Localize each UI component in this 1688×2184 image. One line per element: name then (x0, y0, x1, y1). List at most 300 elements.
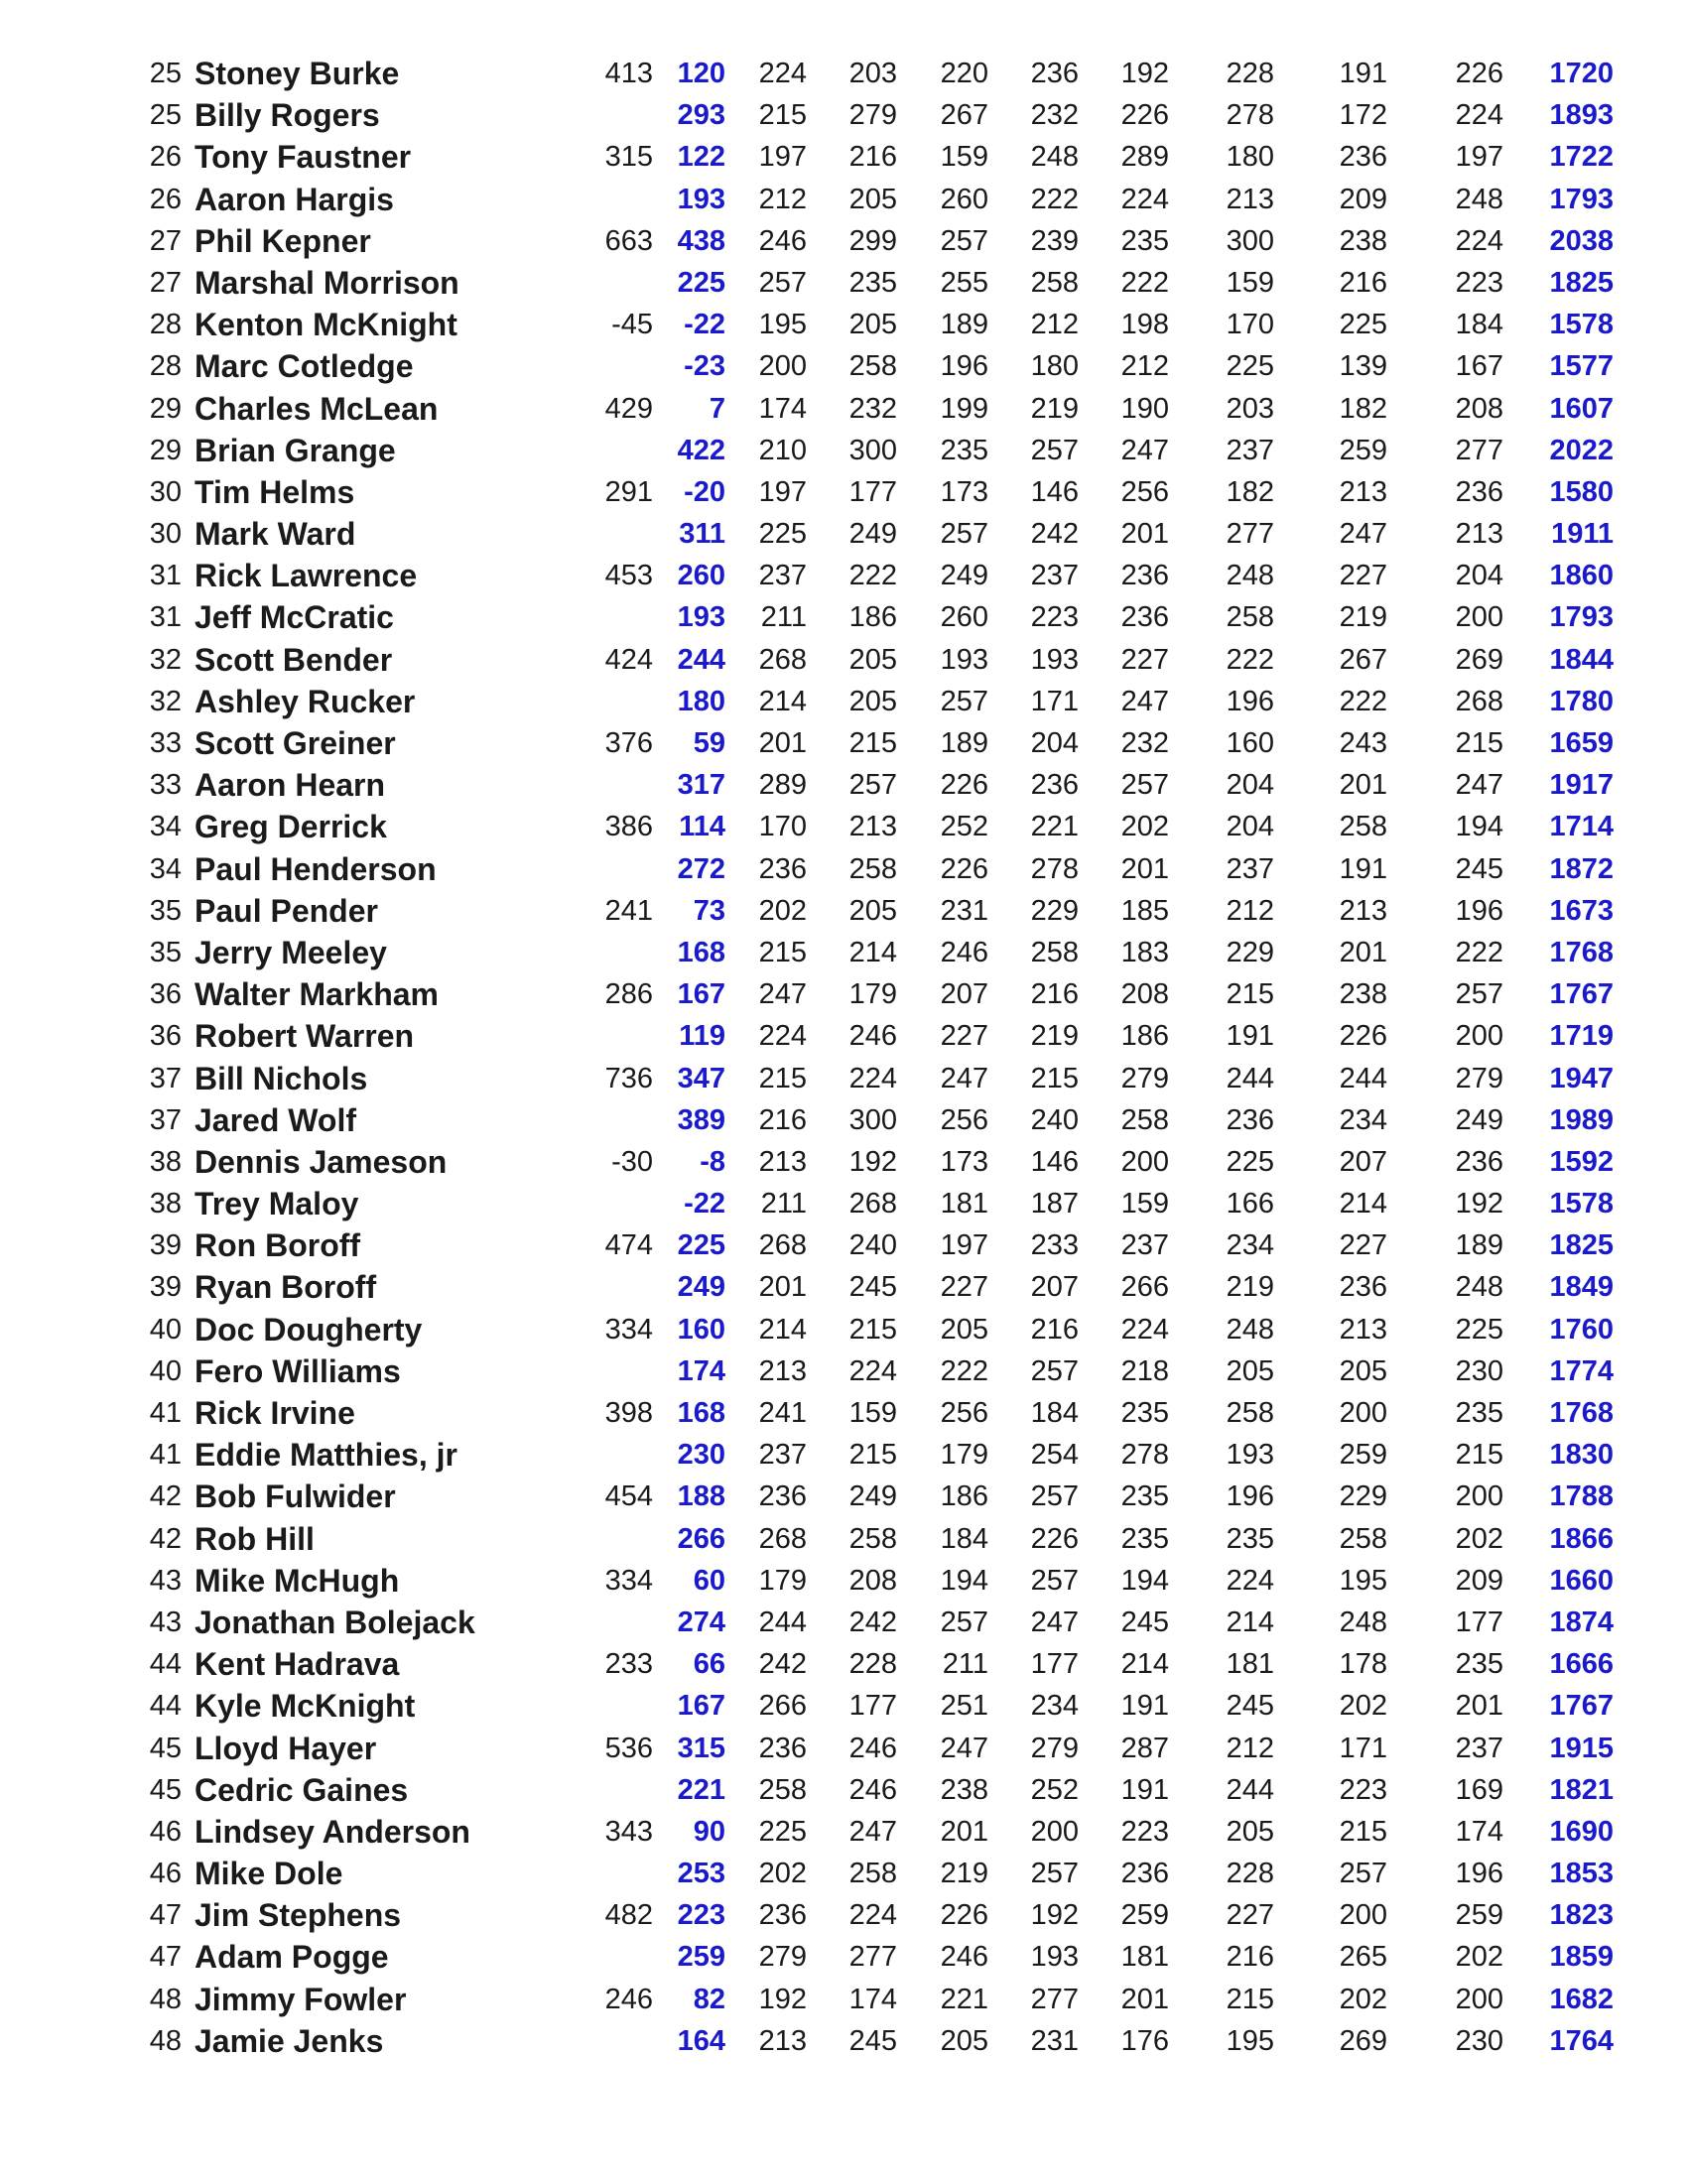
handicap-score: 122 (677, 141, 725, 174)
game-score: 226 (1120, 99, 1169, 132)
previous-score: -30 (611, 1145, 653, 1178)
table-row (0, 220, 1688, 262)
game-score: 215 (1339, 1815, 1387, 1848)
game-score: 257 (1030, 1564, 1079, 1597)
game-score: 267 (1339, 643, 1387, 676)
game-score: 213 (758, 2024, 807, 2057)
game-score: 224 (1120, 1313, 1169, 1346)
game-score: 191 (1339, 852, 1387, 885)
handicap-score: 221 (677, 1773, 725, 1806)
total-score: 1659 (1549, 727, 1614, 759)
game-score: 159 (1226, 266, 1274, 299)
row-number: 39 (149, 1229, 182, 1262)
game-score: 211 (760, 1188, 807, 1220)
total-score: 1780 (1549, 685, 1614, 717)
game-score: 227 (1339, 1229, 1387, 1262)
game-score: 209 (1339, 183, 1387, 215)
player-name: Jared Wolf (195, 1101, 356, 1138)
game-score: 224 (1226, 1564, 1274, 1597)
player-name: Mark Ward (195, 516, 356, 553)
previous-score: 424 (604, 643, 653, 676)
game-score: 257 (1455, 978, 1503, 1011)
game-score: 246 (848, 1773, 897, 1806)
total-score: 1673 (1549, 894, 1614, 927)
game-score: 225 (1226, 350, 1274, 383)
game-score: 205 (940, 2024, 988, 2057)
game-score: 252 (1030, 1773, 1079, 1806)
previous-score: 246 (604, 1983, 653, 2015)
row-number: 27 (149, 224, 182, 257)
game-score: 219 (1226, 1271, 1274, 1304)
total-score: 1774 (1549, 1354, 1614, 1387)
total-score: 1844 (1549, 643, 1614, 676)
total-score: 1911 (1551, 518, 1614, 551)
table-row (0, 1769, 1688, 1811)
game-score: 268 (758, 643, 807, 676)
game-score: 244 (1226, 1773, 1274, 1806)
game-score: 225 (1455, 1313, 1503, 1346)
game-score: 214 (758, 685, 807, 717)
game-score: 212 (1226, 1732, 1274, 1764)
row-number: 30 (149, 475, 182, 508)
handicap-score: 120 (677, 58, 725, 89)
game-score: 277 (1226, 518, 1274, 551)
game-score: 249 (940, 560, 988, 592)
game-score: 216 (1030, 1313, 1079, 1346)
total-score: 1793 (1549, 601, 1614, 634)
game-score: 224 (848, 1354, 897, 1387)
game-score: 259 (1339, 1439, 1387, 1472)
handicap-score: 259 (677, 1941, 725, 1974)
game-score: 174 (848, 1983, 897, 2015)
total-score: 1915 (1549, 1732, 1614, 1764)
total-score: 1866 (1549, 1522, 1614, 1555)
row-number: 48 (149, 1983, 182, 2015)
game-score: 201 (1339, 936, 1387, 968)
previous-score: 454 (604, 1480, 653, 1513)
row-number: 40 (149, 1354, 182, 1387)
game-score: 300 (848, 1103, 897, 1136)
row-number: 40 (149, 1313, 182, 1346)
game-score: 230 (1455, 1354, 1503, 1387)
game-score: 208 (1120, 978, 1169, 1011)
game-score: 193 (1226, 1439, 1274, 1472)
score-table (0, 53, 1688, 2062)
total-score: 1767 (1549, 1690, 1614, 1723)
game-score: 192 (1120, 58, 1169, 89)
table-row (0, 1141, 1688, 1183)
game-score: 279 (1455, 1062, 1503, 1094)
game-score: 201 (758, 727, 807, 759)
game-score: 215 (1455, 1439, 1503, 1472)
row-number: 35 (149, 894, 182, 927)
game-score: 191 (1120, 1690, 1169, 1723)
game-score: 258 (1226, 601, 1274, 634)
game-score: 279 (1030, 1732, 1079, 1764)
player-name: Jerry Meeley (195, 934, 387, 970)
game-score: 212 (1226, 894, 1274, 927)
handicap-score: 438 (677, 224, 725, 257)
player-name: Jeff McCratic (195, 599, 394, 636)
game-score: 195 (1339, 1564, 1387, 1597)
table-row (0, 513, 1688, 555)
game-score: 210 (758, 434, 807, 466)
game-score: 213 (1339, 894, 1387, 927)
game-score: 215 (1030, 1062, 1079, 1094)
game-score: 236 (758, 1899, 807, 1932)
game-score: 289 (1120, 141, 1169, 174)
game-score: 258 (1030, 936, 1079, 968)
game-score: 196 (940, 350, 988, 383)
table-row (0, 681, 1688, 722)
game-score: 245 (1455, 852, 1503, 885)
previous-score: 315 (604, 141, 653, 174)
table-row (0, 1979, 1688, 2020)
player-name: Mike Dole (195, 1856, 343, 1892)
game-score: 190 (1120, 392, 1169, 425)
game-score: 258 (1339, 1522, 1387, 1555)
game-score: 215 (758, 99, 807, 132)
game-score: 248 (1226, 560, 1274, 592)
game-score: 238 (1339, 224, 1387, 257)
game-score: 171 (1030, 685, 1079, 717)
player-name: Adam Pogge (195, 1939, 389, 1976)
game-score: 237 (1226, 852, 1274, 885)
player-name: Kenton McKnight (195, 307, 457, 343)
player-name: Paul Henderson (195, 850, 437, 887)
game-score: 246 (848, 1020, 897, 1053)
total-score: 1768 (1549, 1397, 1614, 1429)
player-name: Walter Markham (195, 976, 439, 1013)
game-score: 224 (758, 58, 807, 89)
game-score: 169 (1455, 1773, 1503, 1806)
game-score: 242 (1030, 518, 1079, 551)
player-name: Kent Hadrava (195, 1646, 400, 1683)
table-row (0, 53, 1688, 94)
row-number: 36 (149, 978, 182, 1011)
game-score: 260 (940, 183, 988, 215)
game-score: 209 (1455, 1564, 1503, 1597)
game-score: 184 (940, 1522, 988, 1555)
handicap-score: 223 (677, 1899, 725, 1932)
player-name: Mike McHugh (195, 1562, 400, 1599)
game-score: 228 (1226, 58, 1274, 89)
total-score: 1849 (1549, 1271, 1614, 1304)
game-score: 196 (1455, 1858, 1503, 1890)
game-score: 236 (1120, 601, 1169, 634)
game-score: 173 (940, 1145, 988, 1178)
table-row (0, 1560, 1688, 1602)
handicap-score: 260 (677, 560, 725, 592)
player-name: Greg Derrick (195, 809, 387, 845)
game-score: 225 (758, 1815, 807, 1848)
handicap-score: 180 (677, 685, 725, 717)
row-number: 25 (149, 58, 182, 89)
player-name: Tony Faustner (195, 139, 412, 176)
total-score: 1767 (1549, 978, 1614, 1011)
previous-score: 736 (604, 1062, 653, 1094)
game-score: 202 (1339, 1983, 1387, 2015)
game-score: 257 (940, 224, 988, 257)
game-score: 201 (1120, 1983, 1169, 2015)
game-score: 228 (1226, 1858, 1274, 1890)
game-score: 247 (940, 1062, 988, 1094)
game-score: 257 (940, 685, 988, 717)
player-name: Marc Cotledge (195, 348, 414, 385)
game-score: 205 (1226, 1815, 1274, 1848)
game-score: 258 (758, 1773, 807, 1806)
table-row (0, 262, 1688, 304)
game-score: 229 (1339, 1480, 1387, 1513)
game-score: 215 (1226, 978, 1274, 1011)
table-row (0, 932, 1688, 973)
game-score: 244 (1339, 1062, 1387, 1094)
game-score: 208 (1455, 392, 1503, 425)
total-score: 1580 (1549, 475, 1614, 508)
game-score: 201 (940, 1815, 988, 1848)
game-score: 207 (1339, 1145, 1387, 1178)
total-score: 1719 (1549, 1020, 1614, 1053)
game-score: 245 (848, 2024, 897, 2057)
total-score: 1989 (1549, 1103, 1614, 1136)
handicap-score: 174 (677, 1354, 725, 1387)
handicap-score: 315 (677, 1732, 725, 1764)
game-score: 225 (1339, 309, 1387, 341)
handicap-score: 274 (677, 1606, 725, 1638)
row-number: 41 (149, 1439, 182, 1472)
game-score: 243 (1339, 727, 1387, 759)
game-score: 146 (1030, 475, 1079, 508)
table-row (0, 304, 1688, 345)
row-number: 30 (149, 518, 182, 551)
game-score: 222 (848, 560, 897, 592)
game-score: 268 (758, 1229, 807, 1262)
game-score: 254 (1030, 1439, 1079, 1472)
game-score: 236 (758, 1480, 807, 1513)
row-number: 28 (149, 309, 182, 341)
game-score: 180 (1030, 350, 1079, 383)
game-score: 205 (848, 309, 897, 341)
row-number: 45 (149, 1732, 182, 1764)
row-number: 36 (149, 1020, 182, 1053)
game-score: 236 (1030, 769, 1079, 802)
table-row (0, 596, 1688, 638)
game-score: 223 (1030, 601, 1079, 634)
game-score: 200 (758, 350, 807, 383)
game-score: 222 (940, 1354, 988, 1387)
game-score: 236 (1120, 560, 1169, 592)
game-score: 177 (848, 475, 897, 508)
game-score: 245 (1226, 1690, 1274, 1723)
game-score: 189 (1455, 1229, 1503, 1262)
game-score: 257 (1030, 434, 1079, 466)
player-name: Eddie Matthies, jr (195, 1437, 457, 1474)
total-score: 1607 (1549, 392, 1614, 425)
game-score: 214 (1120, 1648, 1169, 1681)
total-score: 1893 (1549, 99, 1614, 132)
previous-score: 474 (604, 1229, 653, 1262)
game-score: 191 (1120, 1773, 1169, 1806)
game-score: 242 (758, 1648, 807, 1681)
row-number: 39 (149, 1271, 182, 1304)
game-score: 235 (940, 434, 988, 466)
handicap-score: 225 (677, 1229, 725, 1262)
game-score: 257 (1339, 1858, 1387, 1890)
game-score: 216 (1339, 266, 1387, 299)
table-row (0, 806, 1688, 847)
row-number: 43 (149, 1564, 182, 1597)
row-number: 45 (149, 1773, 182, 1806)
game-score: 205 (1339, 1354, 1387, 1387)
game-score: 195 (758, 309, 807, 341)
handicap-score: 164 (677, 2024, 725, 2057)
game-score: 236 (1226, 1103, 1274, 1136)
game-score: 223 (1120, 1815, 1169, 1848)
game-score: 203 (848, 58, 897, 89)
handicap-score: 90 (693, 1815, 725, 1848)
total-score: 1578 (1549, 309, 1614, 341)
game-score: 267 (940, 99, 988, 132)
game-score: 200 (1455, 1480, 1503, 1513)
row-number: 35 (149, 936, 182, 968)
game-score: 160 (1226, 727, 1274, 759)
row-number: 29 (149, 392, 182, 425)
game-score: 204 (1226, 811, 1274, 843)
game-score: 251 (940, 1690, 988, 1723)
total-score: 1917 (1549, 769, 1614, 802)
table-row (0, 1853, 1688, 1894)
table-row (0, 1728, 1688, 1769)
game-score: 241 (758, 1397, 807, 1429)
game-score: 179 (758, 1564, 807, 1597)
game-score: 236 (1120, 1858, 1169, 1890)
previous-score: 286 (604, 978, 653, 1011)
game-score: 269 (1339, 2024, 1387, 2057)
game-score: 177 (1455, 1606, 1503, 1638)
total-score: 1830 (1549, 1439, 1614, 1472)
game-score: 279 (758, 1941, 807, 1974)
row-number: 34 (149, 811, 182, 843)
game-score: 245 (848, 1271, 897, 1304)
game-score: 247 (848, 1815, 897, 1848)
game-score: 215 (1455, 727, 1503, 759)
game-score: 172 (1339, 99, 1387, 132)
game-score: 200 (1455, 1983, 1503, 2015)
game-score: 213 (758, 1145, 807, 1178)
game-score: 181 (1120, 1941, 1169, 1974)
game-score: 214 (848, 936, 897, 968)
game-score: 237 (758, 560, 807, 592)
game-score: 279 (1120, 1062, 1169, 1094)
player-name: Cedric Gaines (195, 1771, 409, 1808)
previous-score: 291 (604, 475, 653, 508)
total-score: 2022 (1549, 434, 1614, 466)
game-score: 174 (1455, 1815, 1503, 1848)
game-score: 201 (1120, 852, 1169, 885)
game-score: 258 (848, 350, 897, 383)
game-score: 205 (848, 183, 897, 215)
game-score: 246 (940, 936, 988, 968)
table-row (0, 639, 1688, 681)
game-score: 221 (1030, 811, 1079, 843)
game-score: 213 (758, 1354, 807, 1387)
game-score: 219 (1030, 392, 1079, 425)
player-name: Jamie Jenks (195, 2022, 384, 2059)
game-score: 232 (1030, 99, 1079, 132)
game-score: 185 (1120, 894, 1169, 927)
player-name: Charles McLean (195, 390, 439, 427)
game-score: 226 (1030, 1522, 1079, 1555)
game-score: 191 (1339, 58, 1387, 89)
handicap-score: 66 (693, 1648, 725, 1681)
table-row (0, 555, 1688, 596)
game-score: 257 (940, 518, 988, 551)
row-number: 26 (149, 141, 182, 174)
handicap-score: 317 (677, 769, 725, 802)
player-name: Bill Nichols (195, 1060, 368, 1096)
row-number: 44 (149, 1690, 182, 1723)
game-score: 234 (1339, 1103, 1387, 1136)
player-name: Paul Pender (195, 892, 378, 929)
previous-score: 482 (604, 1899, 653, 1932)
previous-score: 343 (604, 1815, 653, 1848)
player-name: Doc Dougherty (195, 1311, 423, 1348)
table-row (0, 722, 1688, 764)
game-score: 226 (1339, 1020, 1387, 1053)
table-row (0, 848, 1688, 890)
game-score: 166 (1226, 1188, 1274, 1220)
game-score: 268 (758, 1522, 807, 1555)
game-score: 229 (1226, 936, 1274, 968)
game-score: 197 (758, 141, 807, 174)
handicap-score: 188 (677, 1480, 725, 1513)
game-score: 247 (1455, 769, 1503, 802)
game-score: 246 (758, 224, 807, 257)
player-name: Ryan Boroff (195, 1269, 377, 1306)
game-score: 214 (1339, 1188, 1387, 1220)
game-score: 200 (1339, 1397, 1387, 1429)
game-score: 255 (940, 266, 988, 299)
game-score: 196 (1455, 894, 1503, 927)
game-score: 237 (758, 1439, 807, 1472)
table-row (0, 1811, 1688, 1853)
game-score: 248 (1339, 1606, 1387, 1638)
game-score: 170 (1226, 309, 1274, 341)
game-score: 260 (940, 601, 988, 634)
game-score: 224 (848, 1062, 897, 1094)
game-score: 173 (940, 475, 988, 508)
row-number: 28 (149, 350, 182, 383)
game-score: 201 (1120, 518, 1169, 551)
game-score: 224 (1120, 183, 1169, 215)
handicap-score: 266 (677, 1522, 725, 1555)
game-score: 212 (758, 183, 807, 215)
game-score: 176 (1120, 2024, 1169, 2057)
table-row (0, 1058, 1688, 1099)
row-number: 26 (149, 183, 182, 215)
game-score: 222 (1120, 266, 1169, 299)
player-name: Bob Fulwider (195, 1478, 396, 1515)
total-score: 1760 (1549, 1313, 1614, 1346)
game-score: 224 (1455, 224, 1503, 257)
game-score: 216 (1226, 1941, 1274, 1974)
game-score: 226 (940, 769, 988, 802)
game-score: 199 (940, 392, 988, 425)
game-score: 159 (848, 1397, 897, 1429)
previous-score: -45 (611, 309, 653, 341)
game-score: 213 (1339, 1313, 1387, 1346)
table-row (0, 973, 1688, 1015)
